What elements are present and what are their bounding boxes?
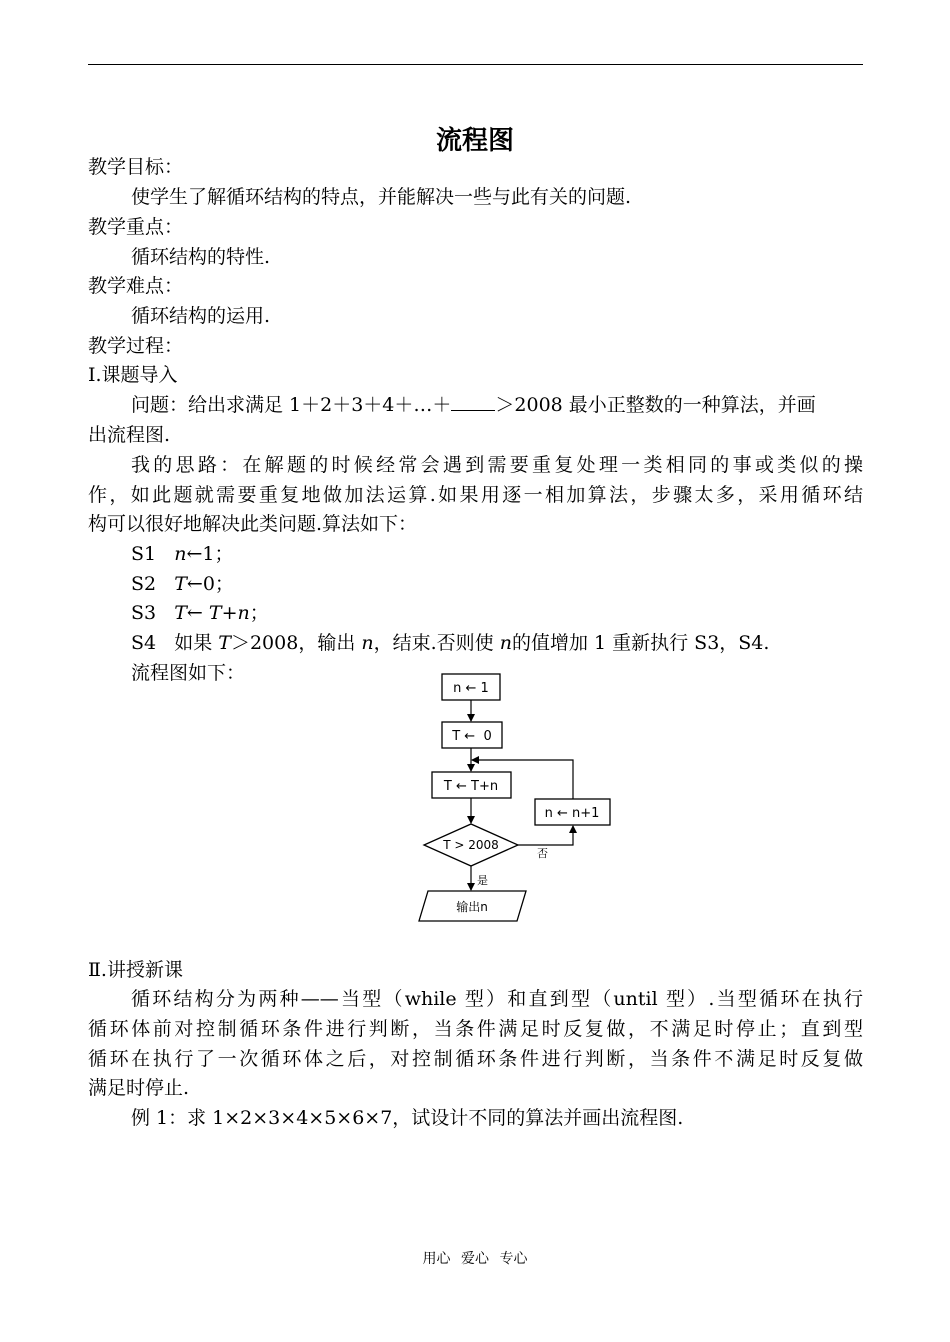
idea-line-1: 我的思路：在解题的时候经常会遇到需要重复处理一类相同的事或类似的操 [131,454,863,476]
step-label: S2 [131,573,157,595]
var-t: T [218,632,231,654]
footer-item: 爱心 [461,1251,489,1267]
page-title: 流程图 [435,126,514,156]
flow-arrow-no [518,826,573,845]
var-t: T [174,573,187,595]
var-t: T [208,602,222,624]
section1-heading: Ⅰ.课题导入 [88,364,178,386]
idea-line-2: 作，如此题就需要重复地做加法运算.如果用逐一相加算法，步骤太多，采用循环结 [88,484,863,506]
plus-sign: + [221,602,238,624]
var-n: n [499,632,512,654]
flow-caption: 流程图如下： [131,662,246,684]
step-text: ←0； [186,573,234,595]
step-text: ； [249,602,269,624]
step-text: 如果 [174,632,219,654]
section2-heading: Ⅱ.讲授新课 [88,959,183,981]
example-1: 例 1：求 1×2×3×4×5×6×7，试设计不同的算法并画出流程图. [131,1107,684,1129]
footer-item: 用心 [422,1251,451,1267]
section2-line-3: 循环在执行了一次循环体之后，对控制循环条件进行判断，当条件不满足时反复做 [88,1048,863,1070]
problem-part-a: 问题：给出求满足 1＋2＋3＋4＋…＋ [131,394,452,416]
flow-box-increment-label: n ← n+1 [544,806,600,821]
flow-no-label: 否 [537,847,548,860]
var-n: n [237,602,250,624]
flow-box-init-n-label: n ← 1 [453,681,489,696]
flow-yes-label: 是 [477,874,488,887]
key-point-text: 循环结构的特性. [131,246,271,268]
section2-line-4: 满足时停止. [88,1077,190,1099]
var-n: n [361,632,374,654]
step-text: ，结束.否则使 [373,632,500,654]
objective-heading: 教学目标： [88,156,184,178]
step-text: 的值增加 1 重新执行 S3，S4. [511,632,770,654]
difficulty-heading: 教学难点： [88,275,184,297]
step-label: S1 [131,543,157,565]
flow-output-label: 输出n [456,900,488,914]
flow-box-init-t-label: T ← 0 [452,729,492,744]
key-point-heading: 教学重点： [88,216,184,238]
section2-line-1: 循环结构分为两种——当型（while 型）和直到型（until 型）.当型循环在执行 [131,988,863,1010]
section2-line-2: 循环体前对控制循环条件进行判断，当条件满足时反复做，不满足时停止；直到型 [88,1018,863,1040]
flow-box-accumulate-label: T ← T+n [443,779,499,794]
idea-line-3: 构可以很好地解决此类问题.算法如下： [88,513,418,535]
step-label: S4 [131,632,157,654]
var-n: n [174,543,187,565]
problem-part-b: ＞2008 最小正整数的一种算法，并画 [495,394,816,416]
process-heading: 教学过程： [88,335,184,357]
var-t: T [174,602,187,624]
problem-line-2: 出流程图. [88,424,171,446]
footer-item: 专心 [499,1251,528,1267]
objective-text: 使学生了解循环结构的特点，并能解决一些与此有关的问题. [131,186,632,208]
page-footer [0,1248,950,1268]
step-text: ＞2008，输出 [230,632,362,654]
arrow-text: ← [186,602,209,624]
step-text: ←1； [186,543,234,565]
flow-decision-label: T > 2008 [443,838,499,852]
difficulty-text: 循环结构的运用. [131,305,271,327]
step-label: S3 [131,602,157,624]
